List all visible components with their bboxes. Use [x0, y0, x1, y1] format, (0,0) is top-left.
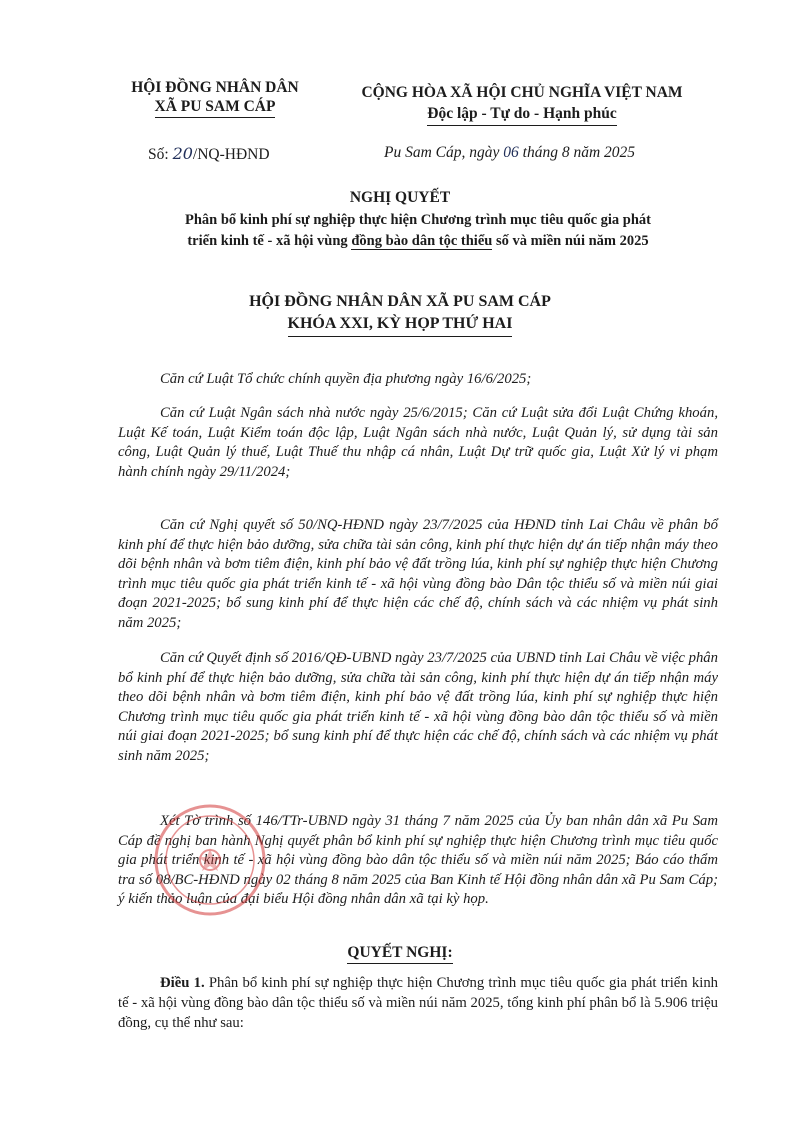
authority-line-2: XÃ PU SAM CÁP	[155, 97, 276, 118]
article-1-label: Điều 1.	[160, 975, 205, 991]
subject-line-1: Phân bổ kinh phí sự nghiệp thực hiện Chương trình mục tiêu quốc gia phát	[184, 212, 652, 228]
national-motto: Độc lập - Tự do - Hạnh phúc	[427, 103, 616, 126]
document-number-prefix: Số:	[148, 146, 173, 163]
issue-date-day: 06	[503, 144, 519, 161]
document-number	[148, 144, 270, 164]
council-session: KHÓA XXI, KỲ HỌP THỨ HAI	[288, 313, 513, 337]
issue-date	[384, 144, 635, 162]
document-number-suffix: /NQ-HĐND	[192, 146, 270, 163]
subject-line-2	[118, 231, 718, 252]
subject-line-2b: đồng bào dân tộc thiểu	[351, 233, 493, 249]
official-seal-stamp	[150, 800, 270, 920]
article-1-text: Phân bổ kinh phí sự nghiệp thực hiện Chương trình mục tiêu quốc gia phát triển kinh tế - xã hội vùng đồng bào dân tộc thiểu số và miền núi năm 2025, tổng kinh phí phân bổ là 5.906 triệu đồng, cụ thể như sau:	[118, 975, 719, 1031]
council-heading	[0, 291, 800, 337]
decision-heading	[0, 944, 800, 964]
decision-heading-text: QUYẾT NGHỊ:	[347, 944, 452, 964]
resolution-subject	[118, 210, 718, 252]
legal-basis-2: Căn cứ Luật Ngân sách nhà nước ngày 25/6/2015; Căn cứ Luật sửa đổi Luật Chứng khoán, Luật Kế toán, Luật Kiểm toán độc lập, Luật Ngân sách nhà nước, Luật Quản lý, sử dụng tài sản công, Luật Quản lý thuế, Luật Thuế thu nhập cá nhân, Luật Dự trữ quốc gia, Luật Xử lý vi phạm hành chính ngày 29/11/2024;	[118, 405, 718, 480]
council-name: HỘI ĐỒNG NHÂN DÂN XÃ PU SAM CÁP	[249, 293, 551, 310]
authority-line-1: HỘI ĐỒNG NHÂN DÂN	[131, 79, 299, 96]
legal-basis-4: Căn cứ Quyết định số 2016/QĐ-UBND ngày 23/7/2025 của UBND tỉnh Lai Châu về việc phân bổ kinh phí để thực hiện bảo dưỡng, sửa chữa tài sản công, kinh phí thực hiện dự án tiếp nhận máy theo dõi bệnh nhân và bơm tiêm điện, kinh phí bảo vệ đất trồng lúa, kinh phí sự nghiệp thực hiện Chương trình mục tiêu quốc gia phát triển kinh tế - xã hội vùng đồng bào dân tộc thiểu số và miền núi giai đoạn 2021-2025; bổ sung kinh phí để thực hiện các chế độ, chính sách và các nhiệm vụ phát sinh năm 2025;	[118, 650, 718, 764]
document-number-handwritten: 20	[172, 144, 193, 163]
subject-line-2a: triển kinh tế - xã hội vùng	[187, 233, 352, 249]
nation-name: CỘNG HÒA XÃ HỘI CHỦ NGHĨA VIỆT NAM	[361, 84, 683, 101]
legal-basis-1: Căn cứ Luật Tổ chức chính quyền địa phương ngày 16/6/2025;	[160, 371, 532, 387]
legal-basis-3: Căn cứ Nghị quyết số 50/NQ-HĐND ngày 23/7/2025 của HĐND tỉnh Lai Châu về phân bổ kinh phí để thực hiện bảo dưỡng, sửa chữa tài sản công, kinh phí thực hiện dự án tiếp nhận máy theo dõi bệnh nhân và bơm tiêm điện, kinh phí bảo vệ đất trồng lúa, kinh phí sự nghiệp thực hiện Chương trình mục tiêu quốc gia phát triển kinh tế - xã hội vùng đồng bào Dân tộc thiểu số và miền núi giai đoạn 2021-2025; bổ sung kinh phí để thực hiện các chế độ, chính sách và các nhiệm vụ phát sinh năm 2025;	[118, 517, 718, 631]
national-heading	[338, 82, 706, 126]
issue-date-prefix: Pu Sam Cáp, ngày	[384, 144, 504, 161]
subject-line-2c: số và miền núi năm 2025	[492, 233, 649, 249]
legal-basis-5: Xét Tờ trình số 146/TTr-UBND ngày 31 tháng 7 năm 2025 của Ủy ban nhân dân xã Pu Sam Cáp đề nghị ban hành Nghị quyết phân bổ kinh phí sự nghiệp thực hiện Chương trình mục tiêu quốc gia phát triển kinh tế - xã hội vùng đồng bào dân tộc thiểu số và miền núi năm 2025; Báo cáo thẩm tra số 08/BC-HĐND ngày 02 tháng 8 năm 2025 của Ban Kinh tế Hội đồng nhân dân xã Pu Sam Cáp; ý kiến thảo luận của đại biểu Hội đồng nhân dân xã tại kỳ họp.	[118, 813, 718, 908]
article-1	[118, 973, 718, 1033]
issuing-authority	[100, 78, 330, 118]
resolution-kind: NGHỊ QUYẾT	[349, 189, 451, 206]
issue-date-suffix: tháng 8 năm 2025	[518, 144, 636, 161]
